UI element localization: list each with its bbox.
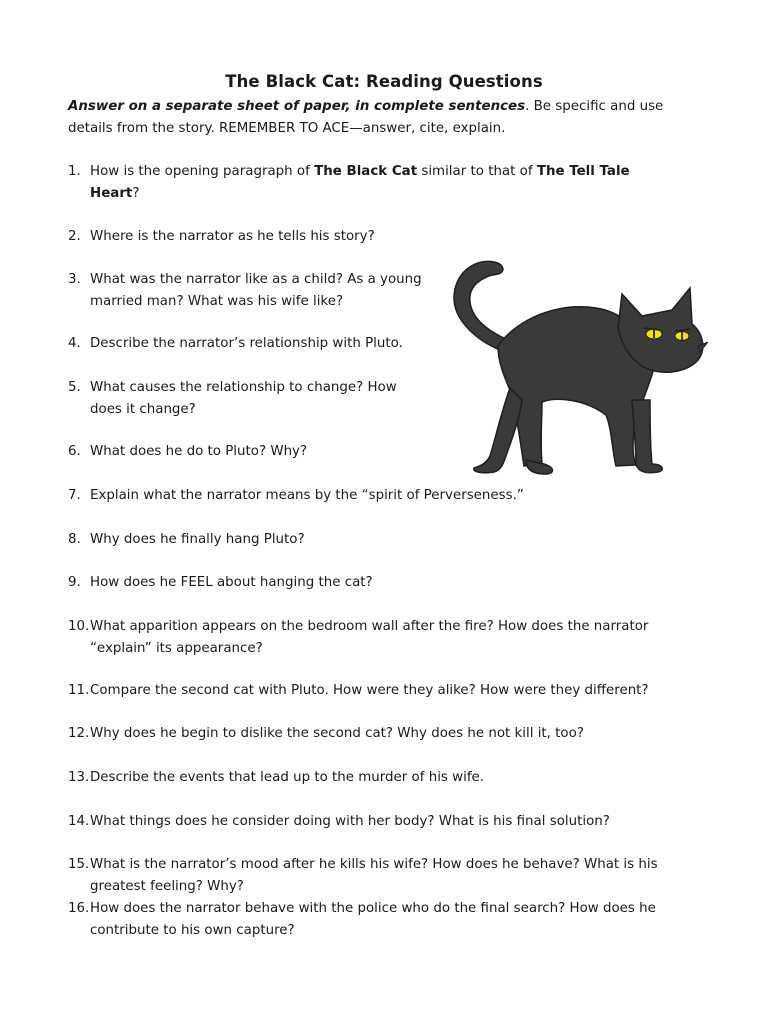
question-number: 14. <box>68 814 90 829</box>
question-number: 11. <box>68 683 90 698</box>
question-15 <box>68 854 708 897</box>
question-text: How does he FEEL about hanging the cat? <box>90 575 373 590</box>
question-11 <box>68 680 708 702</box>
question-text: What apparition appears on the bedroom wall after the fire? How does the narrator “explain” its appearance? <box>90 619 649 656</box>
question-16 <box>68 898 708 941</box>
question-text-part: similar to that of <box>417 164 537 179</box>
question-2 <box>68 226 448 248</box>
question-number: 13. <box>68 770 90 785</box>
question-text: What things does he consider doing with her body? What is his final solution? <box>90 814 610 829</box>
question-text <box>90 161 668 204</box>
black-cat-illustration <box>446 250 708 486</box>
instruction-text: . Be specific and use details from the story. REMEMBER TO ACE—answer, cite, explain. <box>68 99 664 136</box>
question-text: Describe the events that lead up to the murder of his wife. <box>90 770 485 785</box>
question-6 <box>68 441 428 463</box>
question-7 <box>68 485 708 507</box>
question-number: 1. <box>68 164 81 179</box>
question-5 <box>68 377 428 420</box>
question-text: What is the narrator’s mood after he kills his wife? How does he behave? What is his greatest feeling? Why? <box>90 857 658 894</box>
question-12 <box>68 723 708 745</box>
instruction-emphasis: Answer on a separate sheet of paper, in complete sentences <box>68 99 526 114</box>
question-8 <box>68 529 708 551</box>
question-number: 3. <box>68 272 81 287</box>
question-1 <box>68 161 668 204</box>
question-number: 5. <box>68 380 81 395</box>
question-text: Explain what the narrator means by the “spirit of Perverseness.” <box>90 488 524 503</box>
cat-tail <box>454 261 508 350</box>
question-number: 10. <box>68 619 90 634</box>
question-text: Describe the narrator’s relationship with Pluto. <box>90 336 403 351</box>
question-number: 7. <box>68 488 81 503</box>
question-number: 6. <box>68 444 81 459</box>
question-number: 4. <box>68 336 81 351</box>
question-text: What does he do to Pluto? Why? <box>90 444 308 459</box>
question-text: Why does he begin to dislike the second cat? Why does he not kill it, too? <box>90 726 584 741</box>
question-number: 8. <box>68 532 81 547</box>
question-number: 15. <box>68 857 90 872</box>
page-title: The Black Cat: Reading Questions <box>225 72 543 91</box>
question-14 <box>68 811 708 833</box>
instructions <box>68 96 708 140</box>
story-title-tell-tale-heart: The Tell Tale Heart <box>90 164 630 201</box>
question-number: 9. <box>68 575 81 590</box>
question-text: How does the narrator behave with the police who do the final search? How does he contribute to his own capture? <box>90 901 656 938</box>
question-number: 2. <box>68 229 81 244</box>
question-4 <box>68 333 448 355</box>
question-text: Where is the narrator as he tells his story? <box>90 229 375 244</box>
question-text-part: How is the opening paragraph of <box>90 164 315 179</box>
question-text-part: ? <box>132 185 140 201</box>
question-9 <box>68 572 708 594</box>
question-text: Compare the second cat with Pluto. How were they alike? How were they different? <box>90 683 649 698</box>
question-text: Why does he finally hang Pluto? <box>90 532 305 547</box>
question-3 <box>68 269 446 312</box>
question-number: 16. <box>68 901 90 916</box>
story-title-black-cat: The Black Cat <box>314 164 418 179</box>
question-10 <box>68 616 698 659</box>
cat-hind-leg <box>474 388 522 473</box>
question-text: What was the narrator like as a child? As a young married man? What was his wife like? <box>90 272 422 309</box>
question-13 <box>68 767 708 789</box>
cat-front-leg <box>632 400 662 473</box>
question-number: 12. <box>68 726 90 741</box>
question-text: What causes the relationship to change? How does it change? <box>90 380 397 417</box>
